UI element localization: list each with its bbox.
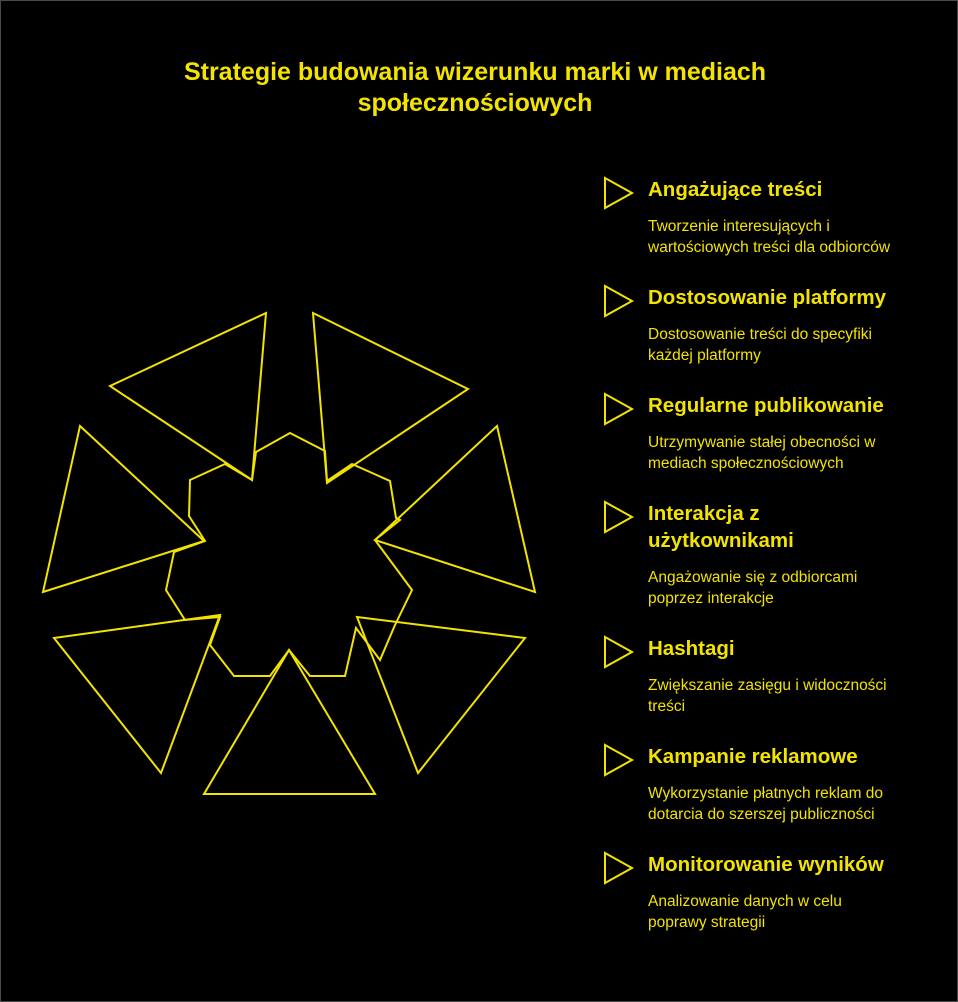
item-title-line: użytkownikami bbox=[648, 529, 794, 552]
triangle-segment-1 bbox=[110, 313, 266, 480]
item-title-line: Monitorowanie wyników bbox=[648, 853, 884, 876]
item-title-line: Kampanie reklamowe bbox=[648, 745, 858, 768]
item-desc-line: Utrzymywanie stałej obecności w bbox=[648, 434, 876, 451]
item-title bbox=[648, 500, 938, 554]
item-title-line: Interakcja z bbox=[648, 502, 760, 525]
play-arrow-icon bbox=[600, 392, 636, 428]
title-line-2: społecznościowych bbox=[357, 89, 593, 117]
item-desc-line: wartościowych treści dla odbiorców bbox=[648, 239, 891, 256]
item-title bbox=[648, 635, 938, 662]
item-desc-line: Angażowanie się z odbiorcami bbox=[648, 569, 858, 586]
triangle-segment-6 bbox=[54, 615, 220, 773]
title-line-1: Strategie budowania wizerunku marki w mediach bbox=[183, 58, 767, 86]
play-arrow-icon bbox=[600, 851, 636, 887]
item-desc-line: dotarcia do szerszej publiczności bbox=[648, 806, 875, 823]
triangle-segment-7 bbox=[43, 426, 204, 592]
item-desc-line: Zwiększanie zasięgu i widoczności bbox=[648, 677, 887, 694]
item-desc-line: Dostosowanie treści do specyfiki bbox=[648, 326, 872, 343]
play-arrow-icon bbox=[600, 743, 636, 779]
triangle-segment-3 bbox=[375, 426, 535, 592]
item-description bbox=[648, 324, 938, 366]
item-desc-line: Wykorzystanie płatnych reklam do bbox=[648, 785, 884, 802]
play-arrow-icon bbox=[600, 500, 636, 536]
item-title bbox=[648, 392, 938, 419]
item-title-line: Angażujące treści bbox=[648, 178, 823, 201]
item-title-line: Regularne publikowanie bbox=[648, 394, 884, 417]
triangle-segment-2 bbox=[313, 313, 468, 483]
item-title bbox=[648, 284, 938, 311]
item-desc-line: Analizowanie danych w celu bbox=[648, 893, 842, 910]
item-description bbox=[648, 216, 938, 258]
play-arrow-icon bbox=[600, 176, 636, 212]
item-description bbox=[648, 675, 938, 717]
item-title bbox=[648, 743, 938, 770]
item-description bbox=[648, 432, 938, 474]
item-desc-line: każdej platformy bbox=[648, 347, 761, 364]
item-title-line: Hashtagi bbox=[648, 637, 735, 660]
item-title-line: Dostosowanie platformy bbox=[648, 286, 887, 309]
item-title bbox=[648, 176, 938, 203]
item-description bbox=[648, 891, 938, 933]
item-desc-line: poprzez interakcje bbox=[648, 590, 774, 607]
item-desc-line: treści bbox=[648, 698, 686, 715]
item-description bbox=[648, 783, 938, 825]
triangle-segment-4 bbox=[357, 617, 525, 773]
item-title bbox=[648, 851, 938, 878]
play-arrow-icon bbox=[600, 284, 636, 320]
item-desc-line: mediach społecznościowych bbox=[648, 455, 844, 472]
item-description bbox=[648, 567, 938, 609]
item-desc-line: Tworzenie interesujących i bbox=[648, 218, 830, 235]
item-desc-line: poprawy strategii bbox=[648, 914, 766, 931]
play-arrow-icon bbox=[600, 635, 636, 671]
central-polygon bbox=[166, 433, 412, 676]
